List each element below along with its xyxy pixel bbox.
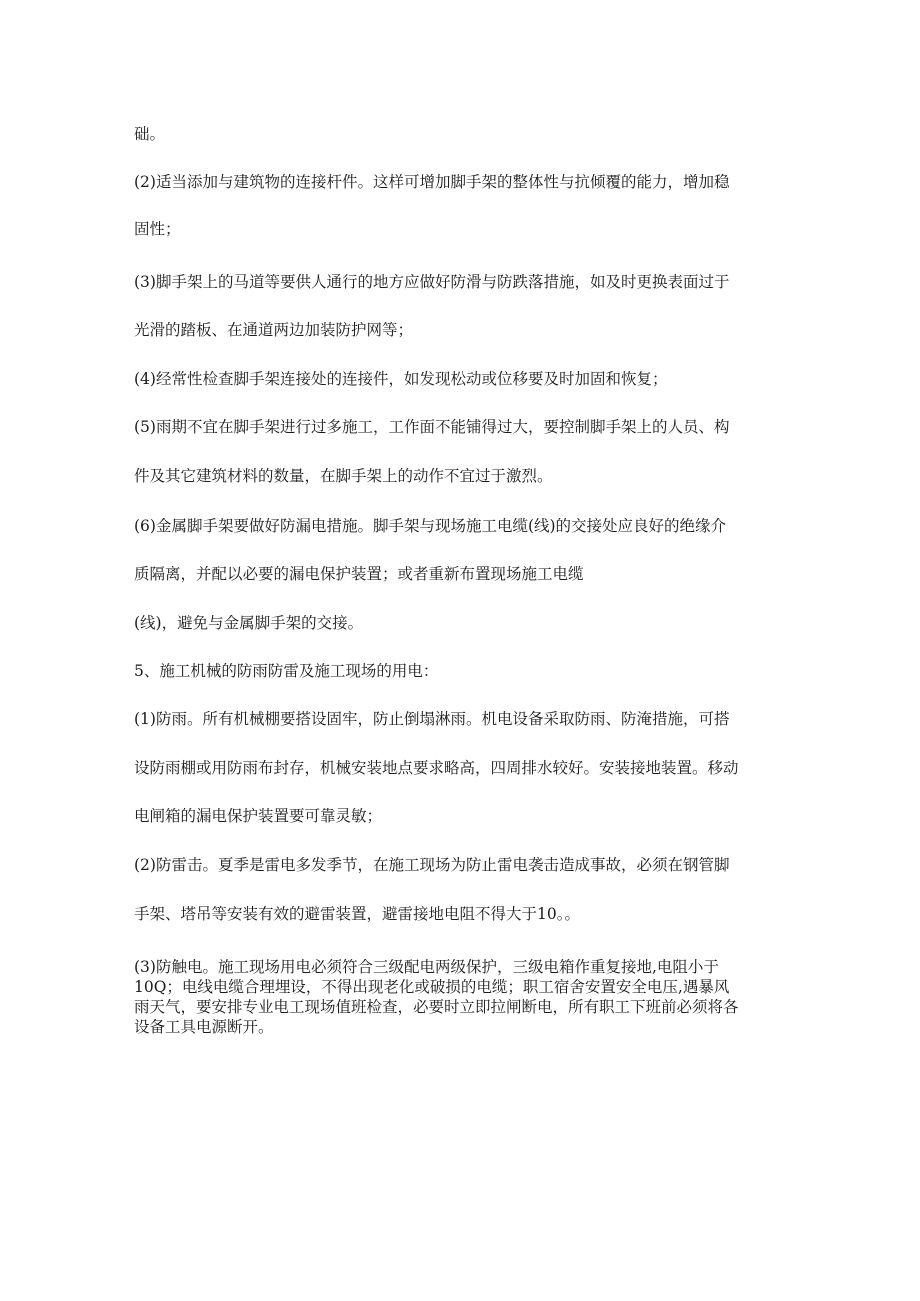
text-line-13: (1)防雨。所有机械棚要搭设固牢，防止倒塌淋雨。机电设备采取防雨、防淹措施，可搭 [134, 710, 730, 728]
text-line-16: (2)防雷击。夏季是雷电多发季节，在施工现场为防止雷电袭击造成事故，必须在钢管脚 [134, 856, 730, 874]
dense-line-3: 雨天气，要安排专业电工现场值班检查，必要时立即拉闸断电，所有职工下班前必须将各 [134, 998, 739, 1016]
text-line-5: 光滑的踏板、在通道两边加装防护网等； [134, 321, 414, 339]
text-line-14: 设防雨棚或用防雨布封存，机械安装地点要求略高，四周排水较好。安装接地装置。移动 [134, 759, 739, 777]
text-line-8: 件及其它建筑材料的数量，在脚手架上的动作不宜过于激烈。 [134, 467, 553, 485]
text-line-17: 手架、塔吊等安装有效的避雷装置，避雷接地电阻不得大于10。。 [134, 905, 580, 923]
text-line-15: 电闸箱的漏电保护装置要可靠灵敏； [134, 807, 383, 825]
text-line-9: (6)金属脚手架要做好防漏电措施。脚手架与现场施工电缆(线)的交接处应良好的绝缘介 [134, 517, 727, 535]
text-line-3: 固性； [134, 220, 181, 238]
text-line-11: (线)，避免与金属脚手架的交接。 [134, 614, 364, 632]
section-heading: 5、施工机械的防雨防雷及施工现场的用电： [134, 662, 439, 680]
text-line-4: (3)脚手架上的马道等要供人通行的地方应做好防滑与防跌落措施，如及时更换表面过于 [134, 273, 730, 291]
dense-line-2: 10Q；电线电缆合理埋设，不得出现老化或破损的电缆；职工宿舍安置安全电压,遇暴风 [134, 978, 730, 996]
text-line-10: 质隔离，并配以必要的漏电保护装置；或者重新布置现场施工电缆 [134, 565, 584, 583]
paragraph-electric-shock [134, 957, 794, 1037]
dense-line-4: 设备工具电源断开。 [134, 1018, 274, 1036]
text-line-2: (2)适当添加与建筑物的连接杆件。这样可增加脚手架的整体性与抗倾覆的能力，增加稳 [134, 173, 730, 191]
text-line-1: 础。 [134, 125, 166, 143]
text-line-7: (5)雨期不宜在脚手架进行过多施工，工作面不能铺得过大，要控制脚手架上的人员、构 [134, 418, 730, 436]
text-line-6: (4)经常性检查脚手架连接处的连接件，如发现松动或位移要及时加固和恢复； [134, 370, 668, 388]
dense-line-1: (3)防触电。施工现场用电必须符合三级配电两级保护，三级电箱作重复接地,电阻小于 [134, 958, 719, 976]
